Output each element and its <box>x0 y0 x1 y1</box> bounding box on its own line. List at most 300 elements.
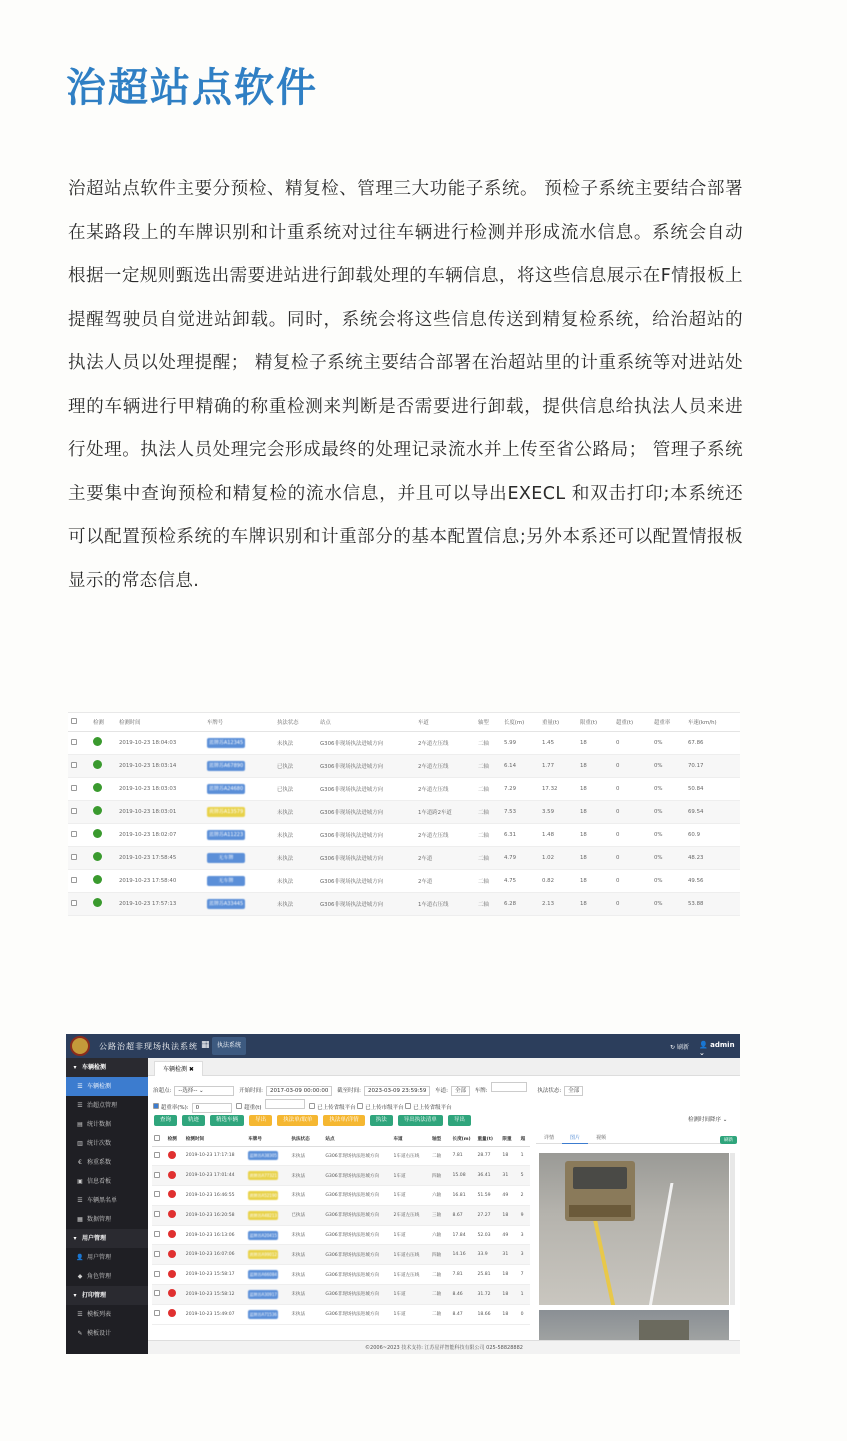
cell-station: G306非现场执法进城方向 <box>323 1245 391 1265</box>
cell-time: 2019-10-23 17:58:40 <box>116 869 204 892</box>
cell-len: 8.47 <box>450 1304 475 1324</box>
sidebar-label: 统计次数 <box>87 1140 112 1147</box>
row-checkbox[interactable] <box>71 762 77 768</box>
cell-station: G306非现场执法进城方向 <box>317 777 415 800</box>
cell-time: 2019-10-23 16:07:06 <box>184 1245 246 1265</box>
status-dot-cell <box>90 777 116 800</box>
cell-len: 6.28 <box>501 892 539 915</box>
sidebar-item[interactable] <box>66 1324 148 1343</box>
cell-time: 2019-10-23 16:46:55 <box>184 1186 246 1206</box>
cell-plate <box>246 1225 289 1245</box>
cell-status: 未执法 <box>289 1265 323 1285</box>
cell-plate <box>204 846 274 869</box>
plate-badge: 蓝牌苏A33445 <box>208 900 244 907</box>
overrate-checkbox[interactable] <box>153 1103 159 1109</box>
cell-over: 7 <box>519 1265 530 1285</box>
cell-lane: 2车道左压线 <box>415 777 475 800</box>
cell-weight: 28.77 <box>475 1146 500 1166</box>
cell-limit: 18 <box>500 1205 518 1225</box>
vehicle-photo <box>539 1153 729 1305</box>
cell-weight: 0.82 <box>539 869 577 892</box>
cell-status: 未执法 <box>274 800 317 823</box>
cell-status: 未执法 <box>274 823 317 846</box>
status-dot-cell <box>90 823 116 846</box>
action-button[interactable]: 执法单/详情 <box>323 1115 364 1126</box>
cell-station: G306非现场执法进城方向 <box>317 869 415 892</box>
cell-station: G306非现场执法进城方向 <box>323 1285 391 1305</box>
cell-status: 未执法 <box>289 1285 323 1305</box>
cell-over: 0 <box>613 823 651 846</box>
sidebar-label: 车辆检测 <box>87 1083 112 1090</box>
cell-lane: 2车道 <box>415 869 475 892</box>
preview-tab[interactable]: 图片 <box>562 1132 588 1144</box>
cell-station: G306非现场执法进城方向 <box>323 1186 391 1206</box>
menu-icon: ✎ <box>77 1330 83 1337</box>
refresh-button[interactable] <box>670 1042 689 1051</box>
table-row[interactable] <box>152 1166 530 1186</box>
cell-lane: 2车道 <box>415 846 475 869</box>
tab-label: 车辆检测 <box>163 1066 188 1073</box>
table-row[interactable] <box>68 800 740 823</box>
start-label: 开始时间: <box>239 1088 263 1094</box>
plate-badge: 黄牌苏A48213 <box>249 1212 277 1218</box>
cell-plate <box>246 1285 289 1305</box>
cell-lane: 1车道 <box>391 1304 430 1324</box>
truck-bumper <box>569 1205 631 1217</box>
menu-button[interactable]: 执法系统 <box>212 1037 246 1055</box>
cell-axle: 六轴 <box>430 1225 450 1245</box>
sort-order-label: 检测时间降序 <box>688 1117 722 1123</box>
alert-dot-icon <box>168 1270 176 1278</box>
cell-station: G306非现场执法进城方向 <box>317 754 415 777</box>
row-checkbox[interactable] <box>154 1271 160 1277</box>
preview-tabs <box>536 1132 726 1144</box>
row-checkbox[interactable] <box>154 1172 160 1178</box>
status-dot-cell <box>90 846 116 869</box>
plate-input[interactable] <box>491 1082 527 1092</box>
menu-icon: ☰ <box>77 1102 83 1109</box>
cell-limit: 18 <box>577 754 613 777</box>
select-all-checkbox[interactable] <box>154 1135 160 1141</box>
sidebar-label: 车辆黑名单 <box>87 1197 118 1204</box>
cell-limit: 18 <box>577 892 613 915</box>
table-row[interactable] <box>68 823 740 846</box>
cell-station: G306非现场执法进城方向 <box>323 1265 391 1285</box>
plate-badge: 黄牌苏A99012 <box>249 1252 277 1258</box>
cell-weight: 25.81 <box>475 1265 500 1285</box>
cell-lane: 1车道左压线 <box>391 1265 430 1285</box>
row-checkbox[interactable] <box>71 854 77 860</box>
cell-over: 1 <box>519 1285 530 1305</box>
table-row[interactable] <box>152 1146 530 1166</box>
cell-lane: 1车道右压线 <box>391 1146 430 1166</box>
cell-rate: 0% <box>651 731 685 754</box>
status-dot-cell <box>166 1146 184 1166</box>
cell-speed: 69.54 <box>685 800 740 823</box>
status-select[interactable]: 全部 <box>564 1086 583 1096</box>
cell-over: 0 <box>613 869 651 892</box>
status-dot-cell <box>166 1205 184 1225</box>
sidebar-label: 模板列表 <box>87 1311 112 1318</box>
cell-plate <box>204 869 274 892</box>
cell-limit: 18 <box>500 1265 518 1285</box>
cell-speed: 67.86 <box>685 731 740 754</box>
sidebar-label: 称重系数 <box>87 1159 112 1166</box>
status-label: 执法状态: <box>537 1088 562 1094</box>
status-dot-cell <box>166 1285 184 1305</box>
table-row[interactable] <box>68 731 740 754</box>
cell-speed: 49.56 <box>685 869 740 892</box>
truck-windshield <box>573 1167 627 1189</box>
table-row[interactable] <box>152 1186 530 1206</box>
column-header: 重量(t) <box>475 1132 500 1146</box>
end-time-input[interactable]: 2023-03-09 23:59:59 <box>364 1086 430 1096</box>
status-dot-icon <box>93 806 102 815</box>
cell-limit: 18 <box>500 1285 518 1305</box>
status-dot-cell <box>90 869 116 892</box>
column-header: 检测 <box>90 713 116 731</box>
action-button[interactable]: 轨迹 <box>182 1115 205 1126</box>
cell-station: G306非现场执法进城方向 <box>323 1304 391 1324</box>
grid-icon[interactable]: ▦ <box>201 1040 210 1050</box>
column-header: 轴型 <box>475 713 501 731</box>
cell-len: 8.46 <box>450 1285 475 1305</box>
row-checkbox-cell <box>152 1166 166 1186</box>
cell-len: 6.14 <box>501 754 539 777</box>
sidebar-label: 数据管理 <box>87 1216 112 1223</box>
row-checkbox-cell <box>68 869 90 892</box>
menu-icon: 👤 <box>76 1254 84 1261</box>
row-checkbox-cell <box>152 1265 166 1285</box>
row-checkbox-cell <box>68 777 90 800</box>
sidebar-item[interactable] <box>66 1305 148 1324</box>
lane-label: 车道: <box>435 1088 449 1094</box>
cell-time: 2019-10-23 15:49:07 <box>184 1304 246 1324</box>
cell-lane: 1车道右压线 <box>415 892 475 915</box>
cell-len: 7.81 <box>450 1146 475 1166</box>
enforcement-app-screenshot <box>66 1034 740 1354</box>
cell-limit: 18 <box>577 731 613 754</box>
action-button[interactable]: 执法单/取单 <box>277 1115 318 1126</box>
cell-len: 6.31 <box>501 823 539 846</box>
table-row[interactable] <box>68 869 740 892</box>
cell-lane: 1车道跨2车道 <box>415 800 475 823</box>
cell-weight: 52.03 <box>475 1225 500 1245</box>
cell-over: 0 <box>613 846 651 869</box>
sidebar-item[interactable] <box>66 1096 148 1115</box>
cell-plate <box>246 1304 289 1324</box>
cell-len: 7.53 <box>501 800 539 823</box>
upload-province-checkbox[interactable] <box>309 1103 315 1109</box>
column-header: 超重(t) <box>613 713 651 731</box>
plate-label: 车牌: <box>474 1088 488 1094</box>
status-dot-cell <box>90 754 116 777</box>
sidebar-group[interactable] <box>66 1058 148 1077</box>
user-icon: 👤 <box>699 1041 711 1049</box>
row-checkbox[interactable] <box>154 1211 160 1217</box>
table-row[interactable] <box>152 1285 530 1305</box>
sort-order-select[interactable]: 检测时间降序 ⌄ <box>688 1117 728 1123</box>
status-dot-icon <box>93 852 102 861</box>
cell-station: G306非现场执法进城方向 <box>323 1225 391 1245</box>
action-button[interactable]: 查询 <box>154 1115 177 1126</box>
preview-tab[interactable]: 视频 <box>596 1135 607 1141</box>
upload-city-label: 已上传市级平台 <box>365 1105 404 1111</box>
alert-dot-icon <box>168 1309 176 1317</box>
cell-weight: 51.59 <box>475 1186 500 1206</box>
refresh-preview-button[interactable]: 刷新 <box>720 1136 737 1144</box>
column-header: 车牌号 <box>246 1132 289 1146</box>
cell-limit: 18 <box>577 823 613 846</box>
action-button[interactable]: 执法 <box>370 1115 393 1126</box>
column-header: 车道 <box>415 713 475 731</box>
row-checkbox[interactable] <box>154 1231 160 1237</box>
lane-line <box>648 1183 674 1305</box>
row-checkbox[interactable] <box>71 900 77 906</box>
menu-icon: ☰ <box>77 1083 83 1090</box>
menu-icon: ☰ <box>77 1197 83 1204</box>
cell-weight: 1.02 <box>539 846 577 869</box>
cell-station: G306非现场执法进城方向 <box>323 1146 391 1166</box>
user-name: admin <box>710 1041 735 1049</box>
refresh-label: 刷新 <box>676 1044 689 1051</box>
cell-lane: 2车道左压线 <box>391 1205 430 1225</box>
cell-status: 未执法 <box>274 892 317 915</box>
cell-over: 3 <box>519 1225 530 1245</box>
menu-icon: ◆ <box>77 1273 83 1280</box>
cell-weight: 3.59 <box>539 800 577 823</box>
tab-bar <box>148 1058 740 1076</box>
row-checkbox[interactable] <box>71 739 77 745</box>
table-row[interactable] <box>152 1304 530 1324</box>
row-checkbox[interactable] <box>71 785 77 791</box>
alert-dot-icon <box>168 1250 176 1258</box>
cell-lane: 2车道左压线 <box>415 754 475 777</box>
action-button[interactable]: 精选车辆 <box>210 1115 244 1126</box>
end-label: 截至时间: <box>337 1088 361 1094</box>
cell-plate <box>246 1146 289 1166</box>
column-header: 轴型 <box>430 1132 450 1146</box>
cell-plate <box>246 1166 289 1186</box>
overweight-input[interactable] <box>265 1099 305 1109</box>
status-dot-icon <box>93 875 102 884</box>
cell-lane: 2车道左压线 <box>415 823 475 846</box>
upload-city-checkbox[interactable] <box>357 1103 363 1109</box>
row-checkbox-cell <box>152 1186 166 1206</box>
action-button[interactable]: 导出 <box>249 1115 272 1126</box>
column-header: 执法状态 <box>289 1132 323 1146</box>
station-select-value: --选择-- <box>178 1088 198 1094</box>
sidebar-group[interactable] <box>66 1286 148 1305</box>
table-row[interactable] <box>68 846 740 869</box>
sidebar-label: 统计数据 <box>87 1121 112 1128</box>
start-time-input[interactable]: 2017-03-09 00:00:00 <box>266 1086 332 1096</box>
cell-time: 2019-10-23 15:58:17 <box>184 1265 246 1285</box>
action-button[interactable]: 导出 <box>448 1115 471 1126</box>
cell-time: 2019-10-23 18:03:03 <box>116 777 204 800</box>
cell-over: 0 <box>613 731 651 754</box>
footer <box>148 1340 740 1354</box>
cell-len: 7.81 <box>450 1265 475 1285</box>
alert-dot-icon <box>168 1289 176 1297</box>
detection-table-screenshot <box>68 712 740 916</box>
column-header: 超重率 <box>651 713 685 731</box>
preview-tab[interactable]: 详情 <box>544 1135 555 1141</box>
cell-station: G306非现场执法进城方向 <box>317 892 415 915</box>
cell-over: 5 <box>519 1166 530 1186</box>
sidebar-item[interactable] <box>66 1115 148 1134</box>
preview-panel <box>536 1132 738 1354</box>
station-select[interactable]: --选择-- ⌄ <box>174 1086 234 1096</box>
cell-time: 2019-10-23 18:04:03 <box>116 731 204 754</box>
overweight-label: 超重(t) <box>244 1105 262 1111</box>
cell-axle: 二轴 <box>475 777 501 800</box>
sidebar-item[interactable] <box>66 1210 148 1229</box>
sidebar-label: 模板设计 <box>87 1330 112 1337</box>
cell-plate <box>246 1186 289 1206</box>
cell-lane: 1车道右压线 <box>391 1245 430 1265</box>
upload-province2-checkbox[interactable] <box>405 1103 411 1109</box>
action-buttons <box>154 1115 476 1126</box>
sidebar-item[interactable] <box>66 1267 148 1286</box>
cell-time: 2019-10-23 16:13:06 <box>184 1225 246 1245</box>
table-row[interactable] <box>68 754 740 777</box>
status-dot-cell <box>166 1166 184 1186</box>
cell-speed: 53.88 <box>685 892 740 915</box>
table-row[interactable] <box>152 1205 530 1225</box>
cell-status: 未执法 <box>289 1245 323 1265</box>
sidebar-label: 角色管理 <box>87 1273 112 1280</box>
cell-limit: 18 <box>577 800 613 823</box>
sidebar-item[interactable] <box>66 1134 148 1153</box>
overrate-label: 超重率(%): <box>160 1105 189 1111</box>
cell-time: 2019-10-23 18:02:07 <box>116 823 204 846</box>
plate-badge: 蓝牌苏A12345 <box>208 739 244 746</box>
lane-select[interactable]: 全部 <box>451 1086 470 1096</box>
table-row[interactable] <box>152 1225 530 1245</box>
sidebar-label: 打印管理 <box>82 1292 107 1299</box>
cell-over: 0 <box>613 777 651 800</box>
row-checkbox-cell <box>68 823 90 846</box>
status-dot-cell <box>90 800 116 823</box>
sidebar-item[interactable] <box>66 1153 148 1172</box>
cell-status: 未执法 <box>289 1225 323 1245</box>
sidebar-item[interactable] <box>66 1248 148 1267</box>
top-bar <box>66 1034 740 1058</box>
overrate-input[interactable]: 0 <box>192 1103 232 1113</box>
cell-status: 未执法 <box>274 869 317 892</box>
overweight-checkbox[interactable] <box>236 1103 242 1109</box>
cell-rate: 0% <box>651 869 685 892</box>
cell-over: 2 <box>519 1186 530 1206</box>
table-row[interactable] <box>68 892 740 915</box>
plate-badge: 无车牌 <box>207 853 245 863</box>
intro-paragraph: 治超站点软件主要分预检、精复检、管理三大功能子系统。 预检子系统主要结合部署在某路段上的车牌识别和计重系统对过往车辆进行检测并形成流水信息。系统会自动根据一定规则甄选出需要进站进行卸载处理的车辆信息，将这些信息展示在F情报板上提醒驾驶员自觉进站卸载。同时，系统会将这些信息传送到精复检系统，给治超站的执法人员以处理提醒； 精复检子系统主要结合部署在治超站里的计重系统等对进站处理的车辆进行甲精确的称重检测来判断是否需要进行卸载，提供信息给执法人员来进行处理。执法人员处理完会形成最终的处理记录流水并上传至省公路局； 管理子系统主要集中查询预检和精复检的流水信息，并且可以导出EXECL 和双击打印;本系统还可以配置预检系统的车牌识别和计重部分的基本配置信息;另外本系还可以配置情报板显示的常态信息. <box>68 179 743 591</box>
cell-status: 已执法 <box>274 754 317 777</box>
cell-limit: 49 <box>500 1225 518 1245</box>
cell-axle: 四轴 <box>430 1166 450 1186</box>
cell-axle: 二轴 <box>475 800 501 823</box>
action-button[interactable]: 导出执法清单 <box>398 1115 443 1126</box>
column-header: 长度(m) <box>501 713 539 731</box>
cell-len: 16.81 <box>450 1186 475 1206</box>
alert-dot-icon <box>168 1171 176 1179</box>
cell-len: 15.08 <box>450 1166 475 1186</box>
main-panel <box>148 1058 740 1354</box>
tab-vehicle-detection[interactable]: 车辆检测 ✖ <box>154 1061 203 1076</box>
alert-dot-icon <box>168 1210 176 1218</box>
row-checkbox[interactable] <box>154 1251 160 1257</box>
menu-icon: € <box>78 1159 82 1166</box>
sidebar-label: 治超点管理 <box>87 1102 118 1109</box>
cell-over: 0 <box>613 892 651 915</box>
row-checkbox-cell <box>68 731 90 754</box>
cell-axle: 二轴 <box>475 754 501 777</box>
table-row[interactable] <box>152 1265 530 1285</box>
cell-weight: 27.27 <box>475 1205 500 1225</box>
cell-len: 14.16 <box>450 1245 475 1265</box>
row-checkbox[interactable] <box>154 1290 160 1296</box>
table-row[interactable] <box>68 777 740 800</box>
plate-badge: 蓝牌苏A67890 <box>208 762 244 769</box>
row-checkbox[interactable] <box>154 1191 160 1197</box>
status-dot-cell <box>166 1225 184 1245</box>
cell-time: 2019-10-23 17:17:18 <box>184 1146 246 1166</box>
sidebar-item[interactable] <box>66 1191 148 1210</box>
row-checkbox-cell <box>152 1146 166 1166</box>
row-checkbox-cell <box>68 892 90 915</box>
sidebar-item[interactable] <box>66 1077 148 1096</box>
cell-limit: 18 <box>577 869 613 892</box>
row-checkbox[interactable] <box>71 877 77 883</box>
sidebar-group[interactable] <box>66 1229 148 1248</box>
row-checkbox[interactable] <box>71 808 77 814</box>
cell-station: G306非现场执法进城方向 <box>317 823 415 846</box>
sidebar-label: 用户管理 <box>87 1254 112 1261</box>
table-row[interactable] <box>152 1245 530 1265</box>
cell-weight: 2.13 <box>539 892 577 915</box>
row-checkbox[interactable] <box>71 831 77 837</box>
sidebar <box>66 1058 148 1354</box>
plate-badge: 黄牌苏A13579 <box>208 808 244 815</box>
cell-speed: 48.23 <box>685 846 740 869</box>
plate-badge: 蓝牌苏A38305 <box>249 1153 277 1159</box>
station-label: 治超点: <box>153 1088 172 1094</box>
cell-axle: 二轴 <box>475 892 501 915</box>
cell-time: 2019-10-23 15:58:12 <box>184 1285 246 1305</box>
cell-speed: 70.17 <box>685 754 740 777</box>
menu-icon: ▦ <box>77 1216 83 1223</box>
status-dot-icon <box>93 898 102 907</box>
vertical-scrollbar[interactable] <box>730 1153 735 1305</box>
sidebar-item[interactable] <box>66 1172 148 1191</box>
cell-lane: 1车道 <box>391 1186 430 1206</box>
cell-rate: 0% <box>651 846 685 869</box>
row-checkbox[interactable] <box>154 1310 160 1316</box>
column-header: 限重 <box>500 1132 518 1146</box>
row-checkbox[interactable] <box>154 1152 160 1158</box>
cell-plate <box>246 1265 289 1285</box>
cell-station: G306非现场执法进城方向 <box>317 800 415 823</box>
sidebar-label: 车辆检测 <box>82 1064 107 1071</box>
column-header: 限重(t) <box>577 713 613 731</box>
select-all-checkbox[interactable] <box>68 713 90 731</box>
cell-plate <box>204 731 274 754</box>
cell-axle: 二轴 <box>430 1285 450 1305</box>
user-menu[interactable]: 👤 admin ⌄ <box>699 1041 735 1057</box>
column-header: 检测时间 <box>116 713 204 731</box>
caret-down-icon: ▾ <box>73 1292 77 1299</box>
